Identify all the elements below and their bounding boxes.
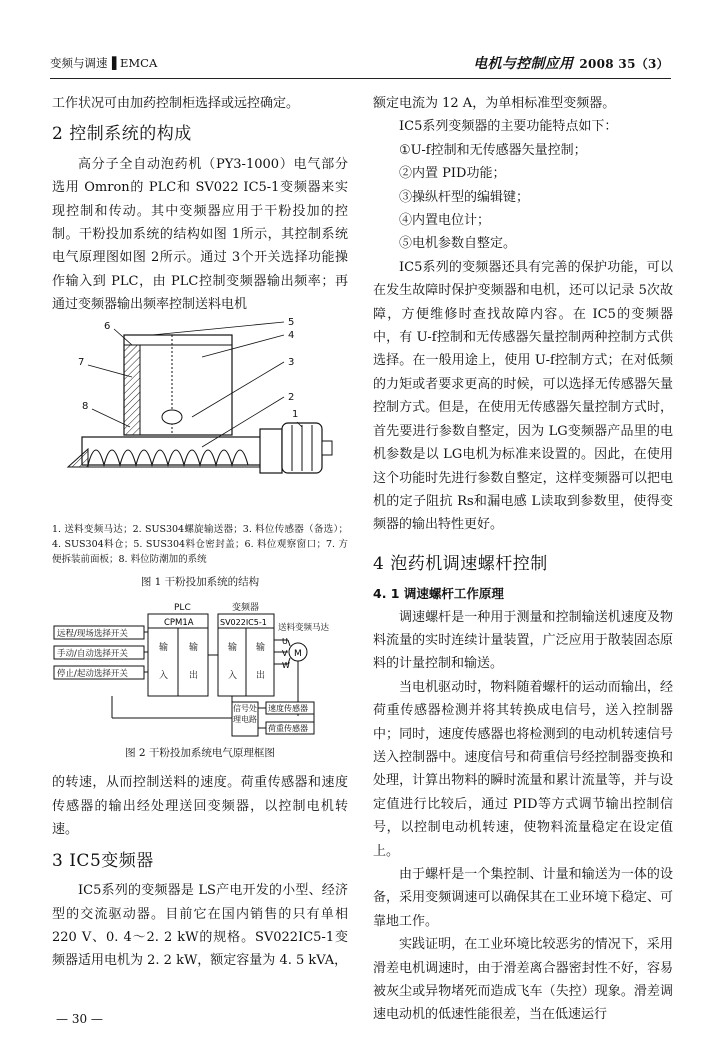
inverter-model: SV022IC5-1 bbox=[220, 618, 267, 628]
level-window bbox=[162, 410, 182, 424]
electrical-block-diagram bbox=[52, 600, 348, 738]
paragraph: 当电机驱动时，物料随着螺杆的运动而输出，经荷重传感器检测并将其转换成电信号，送入控制器中；同时，速度传感器也将检测到的电动机转速信号送入控制器中。速度信号和荷重信号经控制器变换和处理，计算出物料的瞬时流量和累计流量等，并与设定值进行比较后，通过 PID等方式调节输出控制信号，以控制电动机转速，使物料流量稳定在设定值上。 bbox=[373, 679, 673, 859]
io-char: 输 bbox=[228, 643, 238, 654]
paragraph: 额定电流为 12 A，为单相标准型变频器。 bbox=[373, 96, 616, 111]
io-char: 出 bbox=[256, 671, 266, 682]
section-2-heading: 2 控制系统的构成 bbox=[52, 124, 192, 145]
left-column bbox=[52, 92, 348, 973]
section-4-1-heading: 4. 1 调速螺杆工作原理 bbox=[373, 586, 504, 602]
callout-3: 3 bbox=[288, 356, 295, 368]
paragraph: 调速螺杆是一种用于测量和控制输送机速度及物料流量的实时连续计量装置，广泛应用于散装固态原料的计量控制和输送。 bbox=[373, 609, 673, 672]
figure-1-caption: 图 1 干粉投加系统的结构 bbox=[140, 575, 260, 588]
paragraph: 实践证明，在工业环境比较恶劣的情况下，采用滑差电机调速时，由于滑差离合器密封性不好，容易被灰尘或异物堵死而造成飞车（失控）现象。滑差调速电动机的低速性能很差，当在低速运行 bbox=[373, 937, 673, 1023]
motor-letter: M bbox=[294, 649, 302, 660]
figure-1 bbox=[52, 317, 348, 522]
io-char: 输 bbox=[256, 643, 266, 654]
journal-title: 电机与控制应用 bbox=[473, 56, 574, 72]
switch-remote-local: 远程/现场选择开关 bbox=[57, 629, 128, 640]
io-char: 输 bbox=[159, 643, 169, 654]
paragraph: IC5系列变频器的主要功能特点如下： bbox=[399, 119, 618, 135]
feature-item: ②内置 PID功能； bbox=[399, 166, 506, 182]
phase-v: V bbox=[282, 649, 288, 659]
motor-caption: 送料变频马达 bbox=[278, 623, 330, 634]
paragraph: IC5系列的变频器是 LS产电开发的小型、经济型的交流驱动器。目前它在国内销售的只有单相 220 V、0. 4～2. 2 kW的规格。SV022IC5-1变频器适用电机为 2. 2 kW，额定容量为 4. 5 kVA， bbox=[52, 883, 348, 969]
running-header-left: 变频与调速▐ EMCA bbox=[50, 56, 158, 70]
callout-7: 7 bbox=[78, 356, 85, 368]
hopper-front-panel bbox=[124, 345, 140, 435]
paragraph: 工作状况可由加药控制柜选择或远控确定。 bbox=[52, 96, 300, 111]
inverter-label: 变频器 bbox=[232, 603, 260, 614]
paragraph: IC5系列的变频器还具有完善的保护功能，可以在发生故障时保护变频器和电机，还可以记录 5次故障，方便维修时查找故障内容。在 IC5的变频器中，有 U-f控制和无传感器矢量控制两种控制方式供选择。在一般用途上，使用 U-f控制方式；在对低频的力矩或者要求更高的时候，可以选择无传感器矢量控制方式。但是，在使用无传感器矢量控制方式时，首先要进行参数自整定，因为 LG变频器产品里的电机参数是以 LG电机为标准来设置的。因此，在使用这个功能时先进行参数自整定，这样变频器可以把电机的定子阻抗 Rs和漏电感 L读取到参数里，使得变频器的输出特性更好。 bbox=[373, 259, 673, 533]
io-char: 出 bbox=[189, 671, 199, 682]
page-number: — 30 — bbox=[56, 1012, 103, 1026]
issue-number: 2008 35（3） bbox=[579, 57, 669, 71]
plc-model: CPM1A bbox=[164, 618, 194, 629]
header-rule bbox=[50, 78, 671, 79]
switch-stop-start: 停止/起动选择开关 bbox=[57, 669, 128, 680]
speed-sensor: 速度传感器 bbox=[268, 704, 308, 714]
figure-1-legend: 1. 送料变频马达；2. SUS304螺旋输送器；3. 料位传感器（备选）；4. SUS304料仓；5. SUS304料仓密封盖；6. 料位观察窗口；7. 方便拆装前面板；8. 料位防潮加的系统 bbox=[52, 523, 348, 565]
io-char: 输 bbox=[189, 643, 199, 654]
phase-u: U bbox=[282, 637, 288, 647]
screw-conveyor bbox=[82, 437, 262, 465]
running-header-right bbox=[473, 53, 669, 73]
figure-2-caption: 图 2 干粉投加系统电气原理框图 bbox=[125, 747, 275, 760]
callout-2: 2 bbox=[288, 391, 295, 403]
right-column bbox=[373, 92, 673, 1027]
paragraph: 高分子全自动泡药机（PY3-1000）电气部分选用 Omron的 PLC和 SV022 IC5-1变频器来实现控制和传动。其中变频器应用于干粉投加的控制。干粉投加系统的结构如图 1所示，其控制系统电气原理图如图 2所示。通过 3个开关选择功能操作输入到 PLC，由 PLC控制变频器输出频率；再通过变频器输出频率控制送料电机 bbox=[52, 156, 348, 313]
gearbox bbox=[260, 429, 282, 473]
feeder-structure-drawing bbox=[52, 317, 348, 522]
io-char: 入 bbox=[159, 671, 169, 682]
section-4-heading: 4 泡药机调速螺杆控制 bbox=[373, 553, 548, 574]
feature-item: ③操纵杆型的编辑键； bbox=[399, 189, 530, 205]
callout-4: 4 bbox=[288, 329, 295, 341]
paragraph: 的转速，从而控制送料的速度。荷重传感器和速度传感器的输出经处理送回变频器，以控制电机转速。 bbox=[52, 775, 348, 838]
callout-1: 1 bbox=[292, 408, 299, 420]
plc-label: PLC bbox=[174, 603, 191, 614]
section-3-heading: 3 IC5变频器 bbox=[52, 850, 154, 871]
feature-item: ⑤电机参数自整定。 bbox=[399, 236, 517, 252]
paragraph: 由于螺杆是一个集控制、计量和输送为一体的设备，采用变频调速可以确保其在工业环境下稳定、可靠地工作。 bbox=[373, 867, 673, 929]
feature-item: ④内置电位计； bbox=[399, 213, 491, 229]
load-sensor: 荷重传感器 bbox=[268, 724, 308, 734]
callout-8: 8 bbox=[82, 400, 89, 412]
switch-manual-auto: 手动/自动选择开关 bbox=[57, 649, 128, 660]
callout-6: 6 bbox=[104, 320, 111, 332]
figure-2 bbox=[52, 600, 348, 738]
phase-w: W bbox=[282, 661, 290, 671]
signal-processing-label: 信号处理电路 bbox=[233, 704, 257, 725]
feature-item: ①U-f控制和无传感器矢量控制； bbox=[399, 142, 587, 158]
callout-5: 5 bbox=[288, 316, 295, 328]
io-char: 入 bbox=[228, 671, 238, 682]
